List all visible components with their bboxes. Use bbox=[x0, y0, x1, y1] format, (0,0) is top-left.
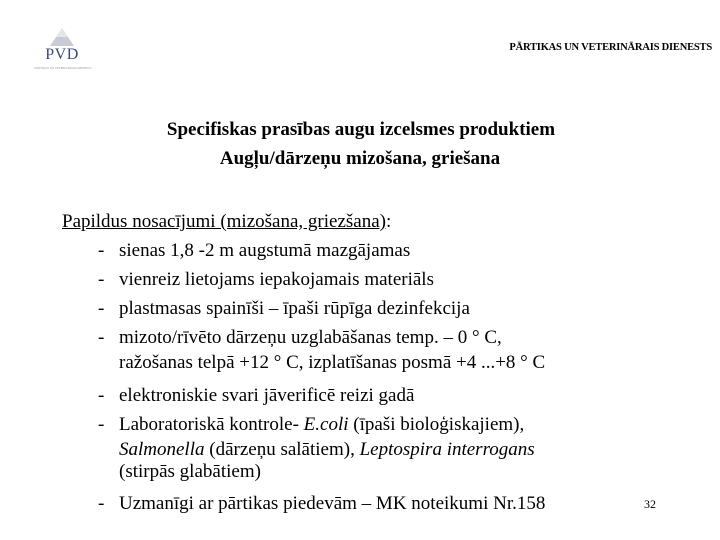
list-dash: - bbox=[98, 240, 105, 261]
slide-body bbox=[62, 207, 712, 518]
list-item-text: elektroniskie svari jāverificē reizi gadā bbox=[119, 385, 415, 406]
pvd-logo bbox=[30, 26, 94, 74]
section-heading-row bbox=[62, 207, 712, 236]
list-item bbox=[62, 323, 712, 374]
list-dash: - bbox=[98, 269, 105, 290]
list-item-text bbox=[119, 410, 712, 439]
organism-salmonella: Salmonella bbox=[119, 439, 205, 460]
list-item bbox=[62, 265, 712, 294]
list-item bbox=[62, 489, 712, 518]
list-item-text: plastmasas spainīši – īpaši rūpīga dezinfekcija bbox=[119, 298, 470, 319]
section-heading: Papildus nosacījumi (mizošana, griezšana) bbox=[62, 211, 386, 232]
list-item-text-continued: ražošanas telpā +12 ° C, izplatīšanas posmā +4 ...+8 ° C bbox=[119, 352, 546, 373]
page-number: 32 bbox=[644, 497, 656, 511]
logo-subtitle: PĀRTIKAS UN VETERINĀRAIS DIENESTS bbox=[34, 66, 92, 70]
list-item bbox=[62, 410, 712, 483]
list-item-text: vienreiz lietojams iepakojamais materiāls bbox=[119, 269, 434, 290]
heading-colon: : bbox=[385, 211, 392, 232]
organism-leptospira: Leptospira interrogans bbox=[359, 439, 535, 460]
organism-ecoli: E.coli bbox=[303, 414, 349, 435]
slide-title: Specifiskas prasības augu izcelsmes produktiem bbox=[166, 119, 556, 140]
salmonella-note: (dārzeņu salātiem), bbox=[204, 439, 360, 460]
lab-control-note: (īpaši bioloģiskajiem), bbox=[348, 414, 525, 435]
requirements-list bbox=[62, 236, 712, 518]
list-item bbox=[62, 381, 712, 410]
list-dash: - bbox=[98, 298, 105, 319]
list-item bbox=[62, 294, 712, 323]
list-dash: - bbox=[98, 414, 105, 435]
list-dash: - bbox=[98, 385, 105, 406]
lab-control-label: Laboratoriskā kontrole- bbox=[119, 414, 304, 435]
list-item-text: mizoto/rīvēto dārzeņu uzglabāšanas temp. – 0 ° C, bbox=[119, 327, 502, 348]
slide-subtitle: Augļu/dārzeņu mizošana, griešana bbox=[219, 148, 501, 169]
organization-name: PĀRTIKAS UN VETERINĀRAIS DIENESTS bbox=[509, 42, 712, 53]
list-item-text-continued: (stirpās glabātiem) bbox=[119, 461, 261, 482]
list-dash: - bbox=[98, 493, 105, 514]
logo-text: PVD bbox=[45, 46, 79, 63]
list-item bbox=[62, 236, 712, 265]
list-item-text-continued bbox=[119, 439, 712, 461]
list-item-text: Uzmanīgi ar pārtikas piedevām – MK noteikumi Nr.158 bbox=[119, 493, 546, 514]
list-item-text: sienas 1,8 -2 m augstumā mazgājamas bbox=[119, 240, 411, 261]
list-dash: - bbox=[98, 327, 105, 348]
